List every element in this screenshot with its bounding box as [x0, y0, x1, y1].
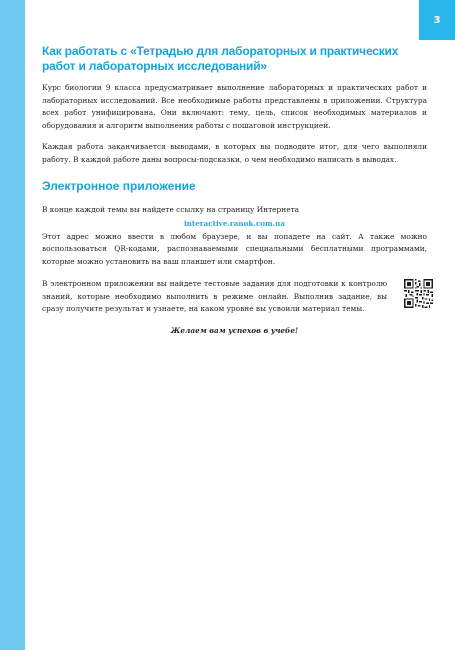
qr-code-icon[interactable]	[404, 279, 433, 308]
page-number: 3	[433, 14, 441, 26]
closing-wish: Желаем вам успехов в учебе!	[170, 325, 299, 335]
website-link[interactable]: interactive.ranok.com.ua	[183, 218, 286, 228]
app-paragraph-1: В конце каждой темы вы найдете ссылку на страницу Интернета	[42, 205, 300, 214]
lab-paragraph-1: Курс биологии 9 класса предусматривает выполнение лабораторных и практических работ и лабораторных исследований. Все необходимые работы представлены в приложении. Структура всех работ унифицирована. Они включают: тему, цель, список необходимых материалов и оборудования и алгоритм выполнения работы с пошаговой инструкцией.	[42, 83, 427, 130]
app-section-title: Электронное приложение	[42, 179, 196, 193]
app-description-block	[42, 278, 427, 316]
app-paragraph-2: Этот адрес можно ввести в любом браузере, и вы попадете на сайт. А также можно воспользоваться QR-кодами, распознаваемыми специальными бесплатными программами, которые можно установить на ваш планшет или смартфон.	[42, 231, 427, 266]
app-paragraph-3: В электронном приложении вы найдете тестовые задания для подготовки к контролю знаний, которые необходимо выполнить в режиме онлайн. Выполнив задание, вы сразу получите результат и узнаете, на каком уровне вы усвоили материал темы.	[42, 279, 387, 313]
left-decor-stripe	[0, 0, 25, 650]
page-number-tab	[419, 0, 455, 40]
lab-paragraph-2: Каждая работа заканчивается выводами, в которых вы подводите итог, для чего выполняли работу. В каждой работе даны вопросы-подсказки, о чем необходимо написать в выводах.	[42, 142, 427, 164]
page-content	[42, 44, 427, 337]
lab-section-title: Как работать с «Тетрадью для лабораторных и практических работ и лабораторных исследований»	[42, 44, 399, 73]
